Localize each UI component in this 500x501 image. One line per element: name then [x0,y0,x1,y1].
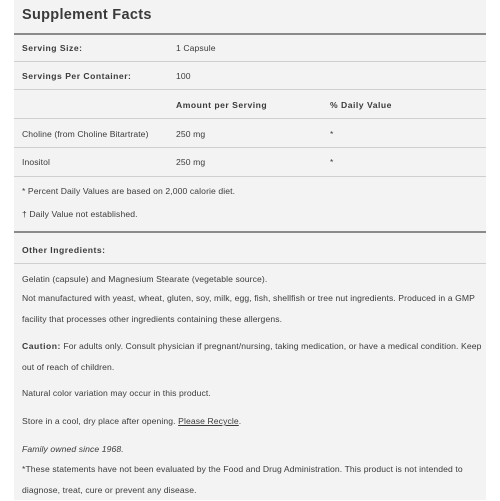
caution-statement [22,336,484,378]
family-owned-note: Family owned since 1968. [22,444,124,454]
nutrient-name: Inositol [22,157,51,167]
caution-text: For adults only. Consult physician if pregnant/nursing, taking medication, or have a medical condition. Keep out of reach of children. [22,341,482,372]
amount-per-serving-header: Amount per Serving [176,100,268,110]
fda-disclaimer: *These statements have not been evaluated by the Food and Drug Administration. This product is not intended to diagnose, treat, cure or prevent any disease. [22,464,463,495]
nutrient-amount: 250 mg [176,129,206,139]
allergen-statement: Not manufactured with yeast, wheat, gluten, soy, milk, egg, fish, shellfish or tree nut ingredients. Produced in a GMP facility that processes other ingredients containing these allergens. [22,293,475,324]
divider [14,61,486,62]
other-ingredients-heading: Other Ingredients: [22,245,106,255]
nutrient-daily-value: * [330,157,334,167]
servings-per-container-value: 100 [176,71,191,81]
serving-size-label: Serving Size: [22,43,83,53]
divider [14,263,486,264]
footnote-dv-not-established: † Daily Value not established. [22,209,138,219]
natural-color-note: Natural color variation may occur in this product. [22,388,211,398]
divider [14,89,486,90]
storage-text: Store in a cool, dry place after opening. [22,416,179,426]
divider [14,118,486,119]
divider [14,176,486,177]
divider [14,147,486,148]
title-divider [14,33,486,35]
storage-statement [22,415,241,427]
panel-title: Supplement Facts [22,7,152,23]
please-recycle-link[interactable]: Please Recycle [178,416,239,426]
nutrient-amount: 250 mg [176,157,206,167]
section-divider [14,231,486,233]
supplement-facts-panel [14,0,486,500]
servings-per-container-label: Servings Per Container: [22,71,132,81]
daily-value-header: % Daily Value [330,100,392,110]
serving-size-value: 1 Capsule [176,43,216,53]
caution-label: Caution: [22,341,61,351]
other-ingredients-text: Gelatin (capsule) and Magnesium Stearate (vegetable source). [22,274,268,284]
nutrient-name: Choline (from Choline Bitartrate) [22,129,149,139]
footnote-percent-dv: * Percent Daily Values are based on 2,000 calorie diet. [22,186,236,196]
nutrient-daily-value: * [330,129,334,139]
storage-end: . [238,416,242,426]
